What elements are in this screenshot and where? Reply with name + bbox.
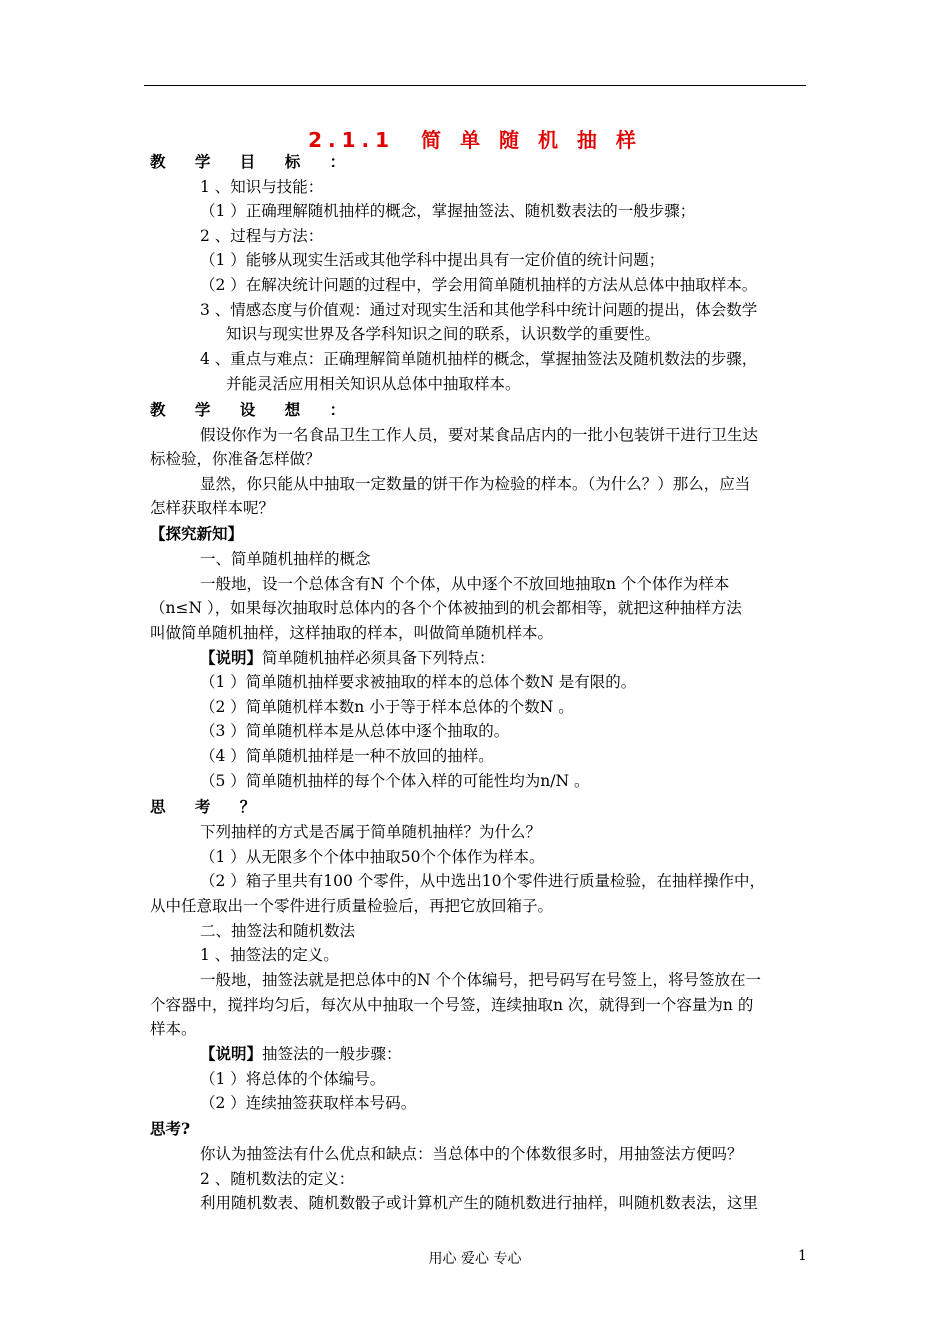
text-line: （4 ）简单随机抽样是一种不放回的抽样。	[200, 747, 494, 765]
note-line	[200, 646, 810, 670]
text-line: （1 ）从无限多个个体中抽取50个个体作为样本。	[200, 848, 545, 866]
text-line: 4 、重点与难点：正确理解简单随机抽样的概念，掌握抽签法及随机数法的步骤，	[200, 350, 758, 368]
note-label: 【说明】	[200, 1044, 263, 1063]
page-footer: 用心 爱心 专心	[428, 1251, 522, 1267]
note-label: 【说明】	[200, 648, 263, 667]
text-line: 叫做简单随机抽样，这样抽取的样本，叫做简单随机样本。	[150, 624, 554, 642]
section-heading: 思 考 ？	[150, 797, 268, 816]
text-line: （n≤N ），如果每次抽取时总体内的各个个体被抽到的机会都相等，就把这种抽样方法	[150, 599, 742, 617]
text-line: 利用随机数表、随机数骰子或计算机产生的随机数进行抽样，叫随机数表法，这里	[200, 1194, 759, 1212]
text-line: （2 ）连续抽签获取样本号码。	[200, 1094, 417, 1112]
text-line: 样本。	[150, 1020, 197, 1038]
header-rule	[144, 85, 806, 86]
text-line: （2 ）在解决统计问题的过程中，学会用简单随机抽样的方法从总体中抽取样本。	[200, 276, 758, 294]
text-line: （3 ）简单随机样本是从总体中逐个抽取的。	[200, 722, 510, 740]
page-number: 1	[798, 1248, 807, 1264]
text-line: 一般地，抽签法就是把总体中的N 个个体编号，把号码写在号签上，将号签放在一	[200, 971, 761, 989]
text-line: 2 、过程与方法：	[200, 227, 324, 245]
text-line: （1 ）简单随机抽样要求被抽取的样本的总体个数N 是有限的。	[200, 673, 637, 691]
section-heading: 教 学 设 想 ：	[150, 400, 358, 419]
text-line: 下列抽样的方式是否属于简单随机抽样？为什么？	[200, 823, 542, 841]
note-line	[200, 1042, 810, 1066]
text-line: （1 ）能够从现实生活或其他学科中提出具有一定价值的统计问题；	[200, 251, 665, 269]
text-line: 知识与现实世界及各学科知识之间的联系，认识数学的重要性。	[226, 325, 661, 343]
section-heading: 【探究新知】	[150, 524, 244, 543]
section-heading: 教 学 目 标 ：	[150, 152, 358, 171]
section-heading: 思考?	[150, 1119, 191, 1138]
text-line: （5 ）简单随机抽样的每个个体入样的可能性均为n/N 。	[200, 772, 590, 790]
text-line: 2 、随机数法的定义：	[200, 1170, 355, 1188]
text-line: 并能灵活应用相关知识从总体中抽取样本。	[226, 375, 521, 393]
text-line: 1 、知识与技能：	[200, 178, 324, 196]
text-line: 1 、抽签法的定义。	[200, 946, 339, 964]
text-line: 假设你作为一名食品卫生工作人员，要对某食品店内的一批小包装饼干进行卫生达	[200, 426, 759, 444]
text-line: 3 、情感态度与价值观：通过对现实生活和其他学科中统计问题的提出，体会数学	[200, 301, 758, 319]
note-text: 简单随机抽样必须具备下列特点：	[262, 649, 495, 667]
text-line: 怎样获取样本呢？	[150, 499, 275, 517]
note-text: 抽签法的一般步骤：	[262, 1045, 402, 1063]
text-line: （1 ）将总体的个体编号。	[200, 1070, 386, 1088]
page-title: 2.1.1 简 单 随 机 抽 样	[308, 128, 642, 152]
text-line: 从中任意取出一个零件进行质量检验后，再把它放回箱子。	[150, 897, 554, 915]
text-line: 个容器中，搅拌均匀后，每次从中抽取一个号签，连续抽取n 次，就得到一个容量为n 的	[150, 996, 754, 1014]
text-line: （1 ）正确理解随机抽样的概念，掌握抽签法、随机数表法的一般步骤；	[200, 202, 696, 220]
text-line: 标检验，你准备怎样做？	[150, 450, 321, 468]
text-line: 二、抽签法和随机数法	[200, 922, 356, 940]
text-line: （2 ）箱子里共有100 个零件，从中选出10个零件进行质量检验，在抽样操作中，	[200, 872, 766, 890]
text-line: 一般地，设一个总体含有N 个个体，从中逐个不放回地抽取n 个个体作为样本	[200, 575, 730, 593]
text-line: 你认为抽签法有什么优点和缺点：当总体中的个体数很多时，用抽签法方便吗？	[200, 1145, 743, 1163]
text-line: 显然，你只能从中抽取一定数量的饼干作为检验的样本。（为什么？）那么，应当	[200, 475, 751, 493]
text-line: 一、简单随机抽样的概念	[200, 550, 371, 568]
text-line: （2 ）简单随机样本数n 小于等于样本总体的个数N 。	[200, 698, 574, 716]
